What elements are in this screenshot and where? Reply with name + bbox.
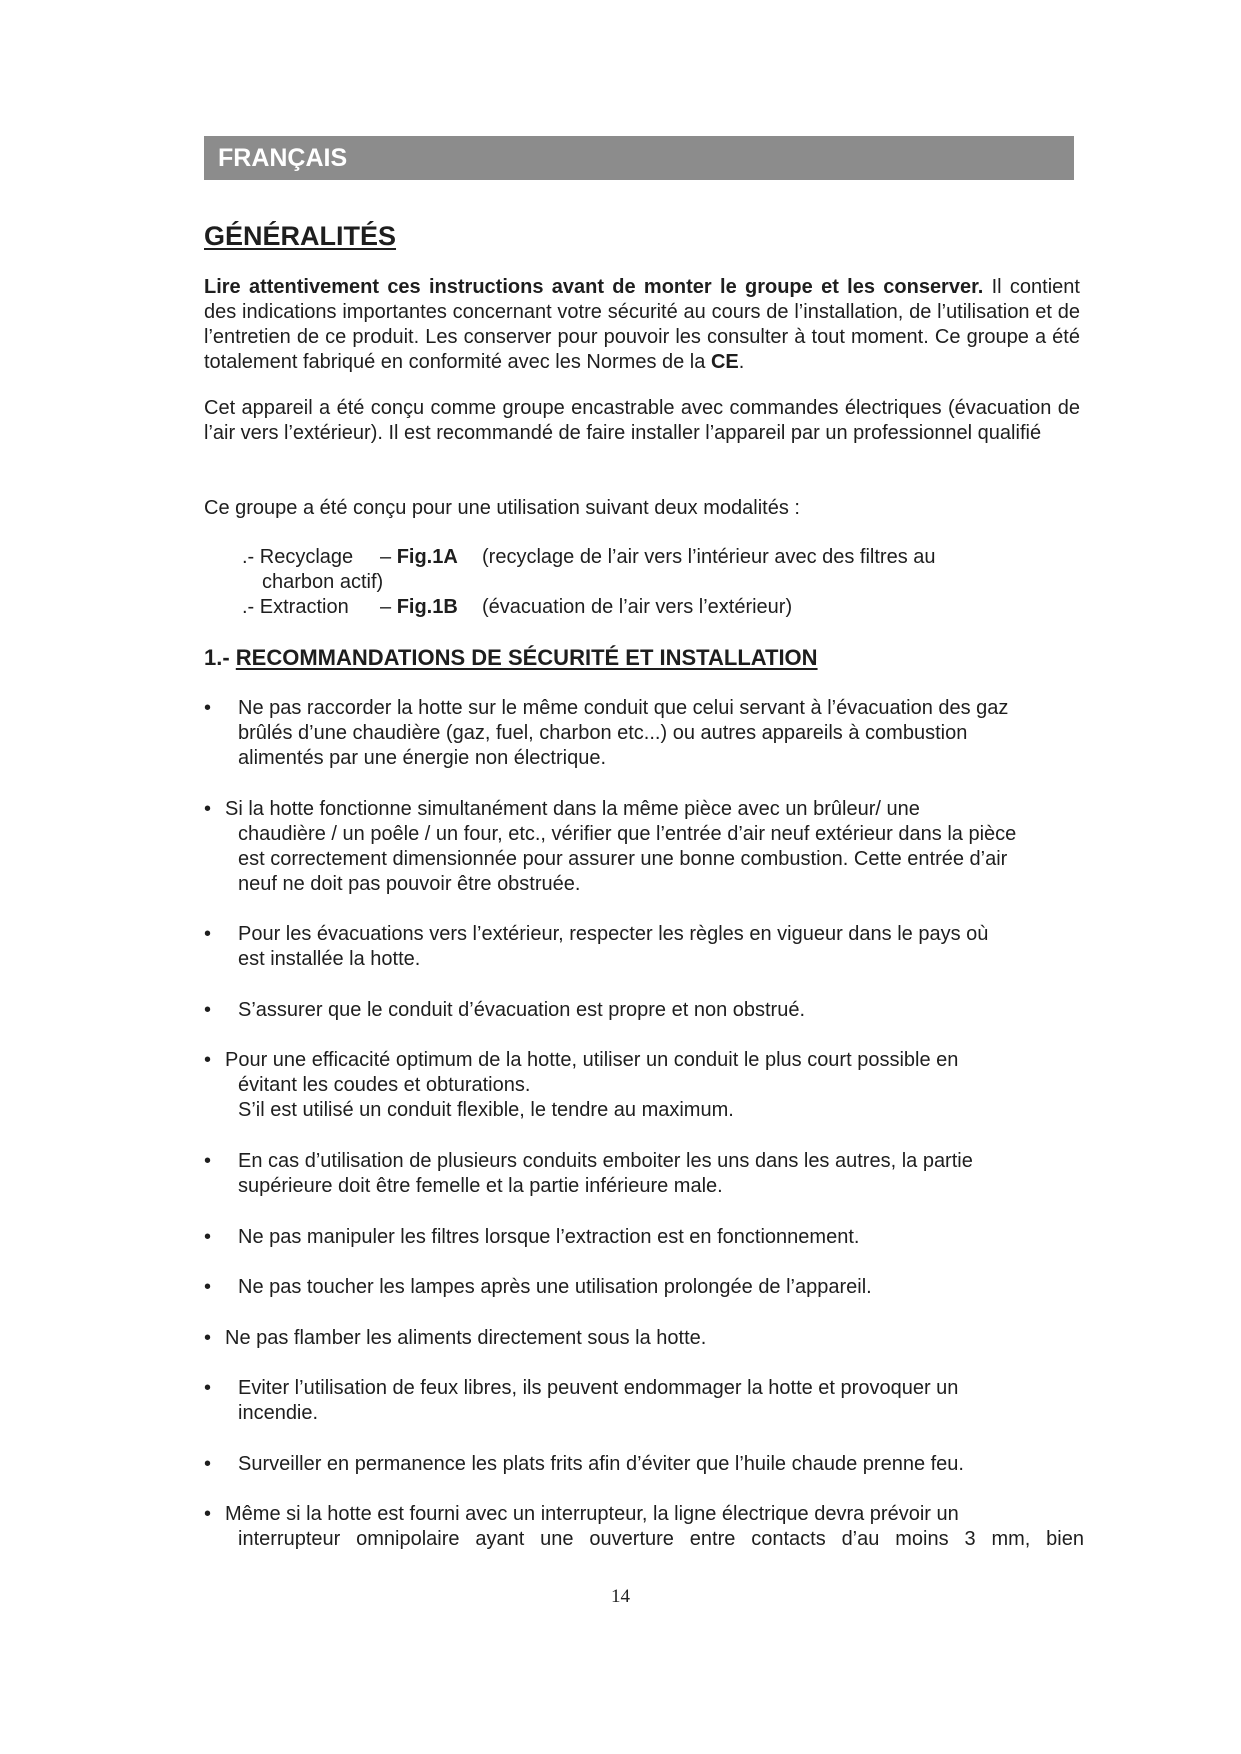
list-item	[204, 696, 1084, 771]
list-item-line: Ne pas manipuler les filtres lorsque l’extraction est en fonctionnement.	[238, 1226, 860, 1248]
list-item	[204, 1502, 1084, 1552]
section-heading	[204, 645, 818, 671]
list-item	[204, 1376, 1084, 1426]
bullet-icon: •	[204, 697, 212, 719]
list-item-line: Ne pas toucher les lampes après une utilisation prolongée de l’appareil.	[238, 1276, 872, 1298]
bullet-icon: •	[204, 1503, 212, 1525]
bullet-icon: •	[204, 1276, 212, 1298]
list-item-line: est correctement dimensionnée pour assurer une bonne combustion. Cette entrée d’air	[238, 848, 1008, 870]
list-item-line: brûlés d’une chaudière (gaz, fuel, charbon etc...) ou autres appareils à combustion	[238, 722, 968, 744]
modes-intro-paragraph: Ce groupe a été conçu pour une utilisation suivant deux modalités :	[204, 497, 800, 519]
bullet-icon: •	[204, 798, 212, 820]
list-item-line: Ne pas raccorder la hotte sur le même conduit que celui servant à l’évacuation des gaz	[238, 697, 1009, 719]
list-item	[204, 797, 1084, 897]
bullet-icon: •	[204, 1150, 212, 1172]
list-item-line: incendie.	[238, 1402, 319, 1424]
list-item	[204, 1326, 1084, 1351]
list-item-line: supérieure doit être femelle et la partie inférieure male.	[238, 1175, 723, 1197]
mode-description: (évacuation de l’air vers l’extérieur)	[482, 596, 793, 618]
bullet-icon: •	[204, 1327, 212, 1349]
intro-text: Il contient des indications importantes concernant votre sécurité au cours de l’installation, de l’utilisation et de l’entretien de ce produit. Les conserver pour pouvoir les consulter à tout moment. Ce groupe a été totalement fabriqué en conformité avec les Normes de la	[204, 276, 1080, 373]
mode-fig-ref: – Fig.1B	[380, 596, 458, 618]
section-title: RECOMMANDATIONS DE SÉCURITÉ ET INSTALLATION	[235, 645, 818, 670]
list-item	[204, 1149, 1084, 1199]
list-item-line: Si la hotte fonctionne simultanément dans la même pièce avec un brûleur/ une	[225, 798, 920, 820]
bullet-icon: •	[204, 1049, 212, 1071]
list-item-line: Pour une efficacité optimum de la hotte, utiliser un conduit le plus court possible en	[225, 1049, 959, 1071]
list-item-line: Pour les évacuations vers l’extérieur, respecter les règles en vigueur dans le pays où	[238, 923, 989, 945]
list-item-line: S’assurer que le conduit d’évacuation est propre et non obstrué.	[238, 999, 806, 1021]
mode-fig-ref: – Fig.1A	[380, 546, 458, 568]
appliance-paragraph: Cet appareil a été conçu comme groupe encastrable avec commandes électriques (évacuation de l’air vers l’extérieur). Il est recommandé de faire installer l’appareil par un professionnel qualifié	[204, 397, 1080, 444]
bullet-icon: •	[204, 1377, 212, 1399]
intro-bold-text: Lire attentivement ces instructions avant de monter le groupe et les conserver.	[204, 276, 984, 298]
page-title: GÉNÉRALITÉS	[204, 221, 397, 251]
list-item-line: est installée la hotte.	[238, 948, 421, 970]
mode-description: (recyclage de l’air vers l’intérieur avec des filtres au	[482, 546, 936, 568]
list-item-line: évitant les coudes et obturations.	[238, 1074, 531, 1096]
bullet-icon: •	[204, 999, 212, 1021]
section-number: 1.-	[204, 645, 236, 670]
list-item-line: interrupteur omnipolaire ayant une ouverture entre contacts d’au moins 3 mm, bien	[238, 1528, 1084, 1550]
intro-end: .	[738, 351, 745, 373]
bullet-icon: •	[204, 923, 212, 945]
list-item-line: Eviter l’utilisation de feux libres, ils peuvent endommager la hotte et provoquer un	[238, 1377, 959, 1399]
list-item	[204, 1225, 1084, 1250]
page-number: 14	[611, 1586, 630, 1607]
list-item	[204, 922, 1084, 972]
list-item	[204, 1452, 1084, 1477]
list-item-line: En cas d’utilisation de plusieurs conduits emboiter les uns dans les autres, la partie	[238, 1150, 973, 1172]
list-item-line: S’il est utilisé un conduit flexible, le tendre au maximum.	[238, 1099, 734, 1121]
list-item-line: alimentés par une énergie non électrique.	[238, 747, 607, 769]
list-item	[204, 998, 1084, 1023]
mode-description-cont: charbon actif)	[262, 571, 384, 593]
ce-mark-text: CE	[710, 351, 739, 373]
list-item-line: chaudière / un poêle / un four, etc., vérifier que l’entrée d’air neuf extérieur dans la pièce	[238, 823, 1017, 845]
bullet-icon: •	[204, 1453, 212, 1475]
mode-name: .- Extraction	[242, 596, 349, 618]
mode-name: .- Recyclage	[242, 546, 354, 568]
bullet-icon: •	[204, 1226, 212, 1248]
language-header-bar: FRANÇAIS	[204, 136, 1074, 180]
list-item-line: Même si la hotte est fourni avec un interrupteur, la ligne électrique devra prévoir un	[225, 1503, 959, 1525]
list-item-line: Surveiller en permanence les plats frits afin d’éviter que l’huile chaude prenne feu.	[238, 1453, 964, 1475]
list-item-line: Ne pas flamber les aliments directement sous la hotte.	[225, 1327, 707, 1349]
intro-paragraph	[204, 275, 1080, 375]
list-item	[204, 1275, 1084, 1300]
list-item-line: neuf ne doit pas pouvoir être obstruée.	[238, 873, 581, 895]
list-item	[204, 1048, 1084, 1123]
